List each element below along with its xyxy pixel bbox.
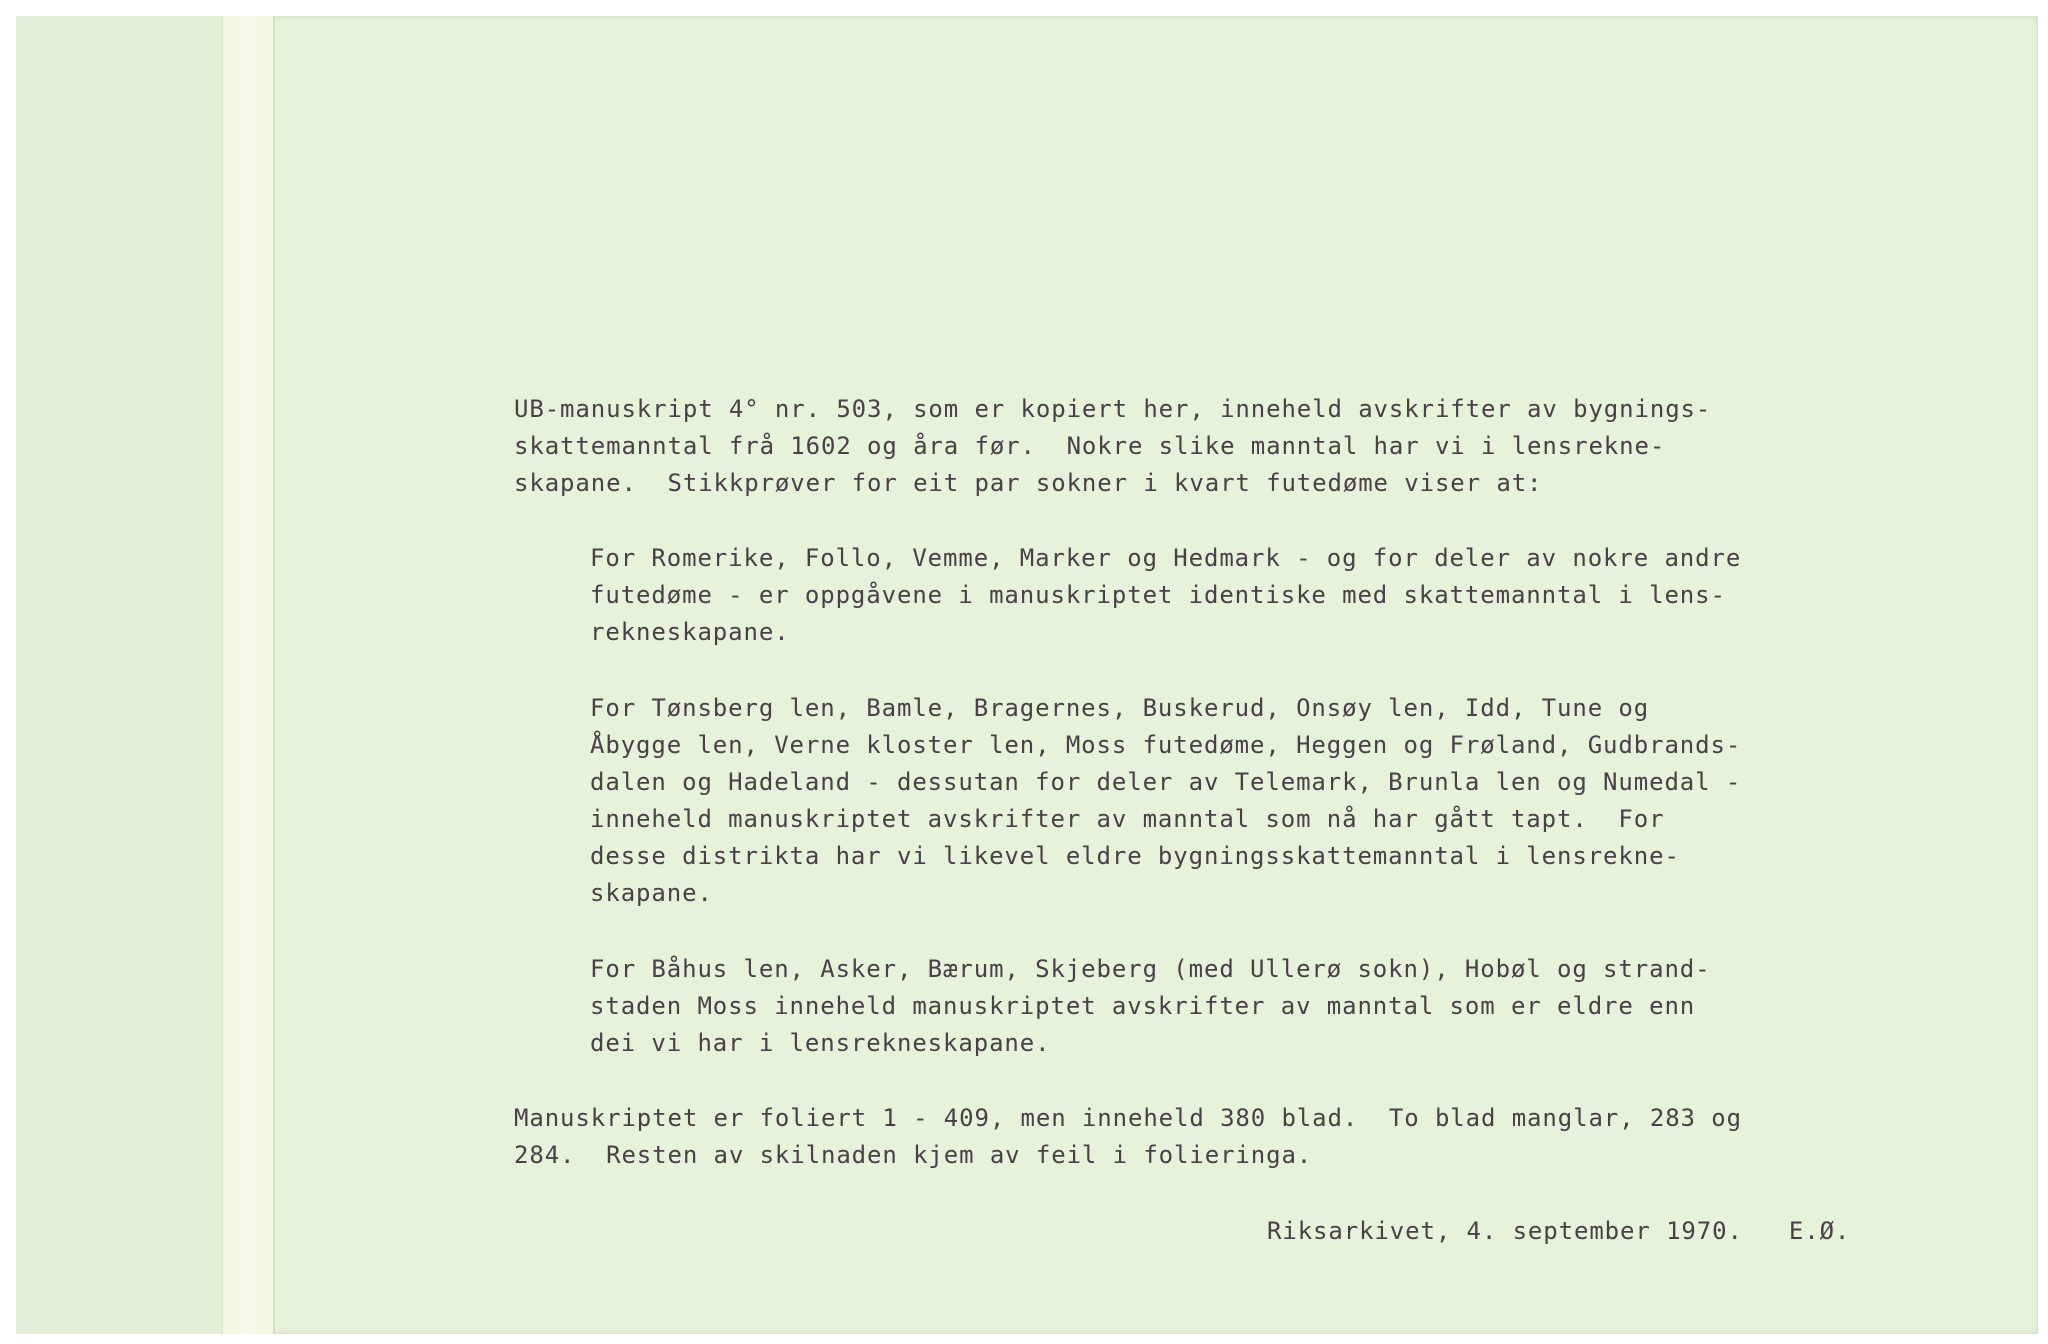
paragraph-2-line-3: rekneskapane. xyxy=(590,618,790,646)
document-page xyxy=(16,16,2038,1334)
paragraph-3-line-3: dalen og Hadeland - dessutan for deler av Telemark, Brunla len og Numedal - xyxy=(590,768,1742,796)
paragraph-2-line-1: For Romerike, Follo, Vemme, Marker og Hedmark - og for deler av nokre andre xyxy=(590,544,1742,572)
paragraph-3-line-6: skapane. xyxy=(590,879,713,907)
paragraph-5-line-2: 284. Resten av skilnaden kjem av feil i folieringa. xyxy=(514,1141,1313,1169)
paragraph-4-line-2: staden Moss inneheld manuskriptet avskrifter av manntal som er eldre enn xyxy=(590,992,1696,1020)
typed-text xyxy=(16,16,2038,1334)
paragraph-1-line-3: skapane. Stikkprøver for eit par sokner i kvart futedøme viser at: xyxy=(514,469,1543,497)
paragraph-5-line-1: Manuskriptet er foliert 1 - 409, men inneheld 380 blad. To blad manglar, 283 og xyxy=(514,1104,1742,1132)
paragraph-2-line-2: futedøme - er oppgåvene i manuskriptet identiske med skattemanntal i lens- xyxy=(590,581,1726,609)
paragraph-3-line-1: For Tønsberg len, Bamle, Bragernes, Buskerud, Onsøy len, Idd, Tune og xyxy=(590,694,1650,722)
paragraph-3-line-5: desse distrikta har vi likevel eldre bygningsskattemanntal i lensrekne- xyxy=(590,842,1680,870)
paragraph-3-line-4: inneheld manuskriptet avskrifter av manntal som nå har gått tapt. For xyxy=(590,805,1665,833)
paragraph-4-line-3: dei vi har i lensrekneskapane. xyxy=(590,1029,1051,1057)
paragraph-1-line-1: UB-manuskript 4° nr. 503, som er kopiert her, inneheld avskrifter av bygnings- xyxy=(514,395,1712,423)
signature-line: Riksarkivet, 4. september 1970. E.Ø. xyxy=(1267,1217,1851,1245)
paragraph-1-line-2: skattemanntal frå 1602 og åra før. Nokre slike manntal har vi i lensrekne- xyxy=(514,432,1666,460)
paragraph-3-line-2: Åbygge len, Verne kloster len, Moss futedøme, Heggen og Frøland, Gudbrands- xyxy=(590,731,1742,759)
paragraph-4-line-1: For Båhus len, Asker, Bærum, Skjeberg (med Ullerø sokn), Hobøl og strand- xyxy=(590,955,1711,983)
